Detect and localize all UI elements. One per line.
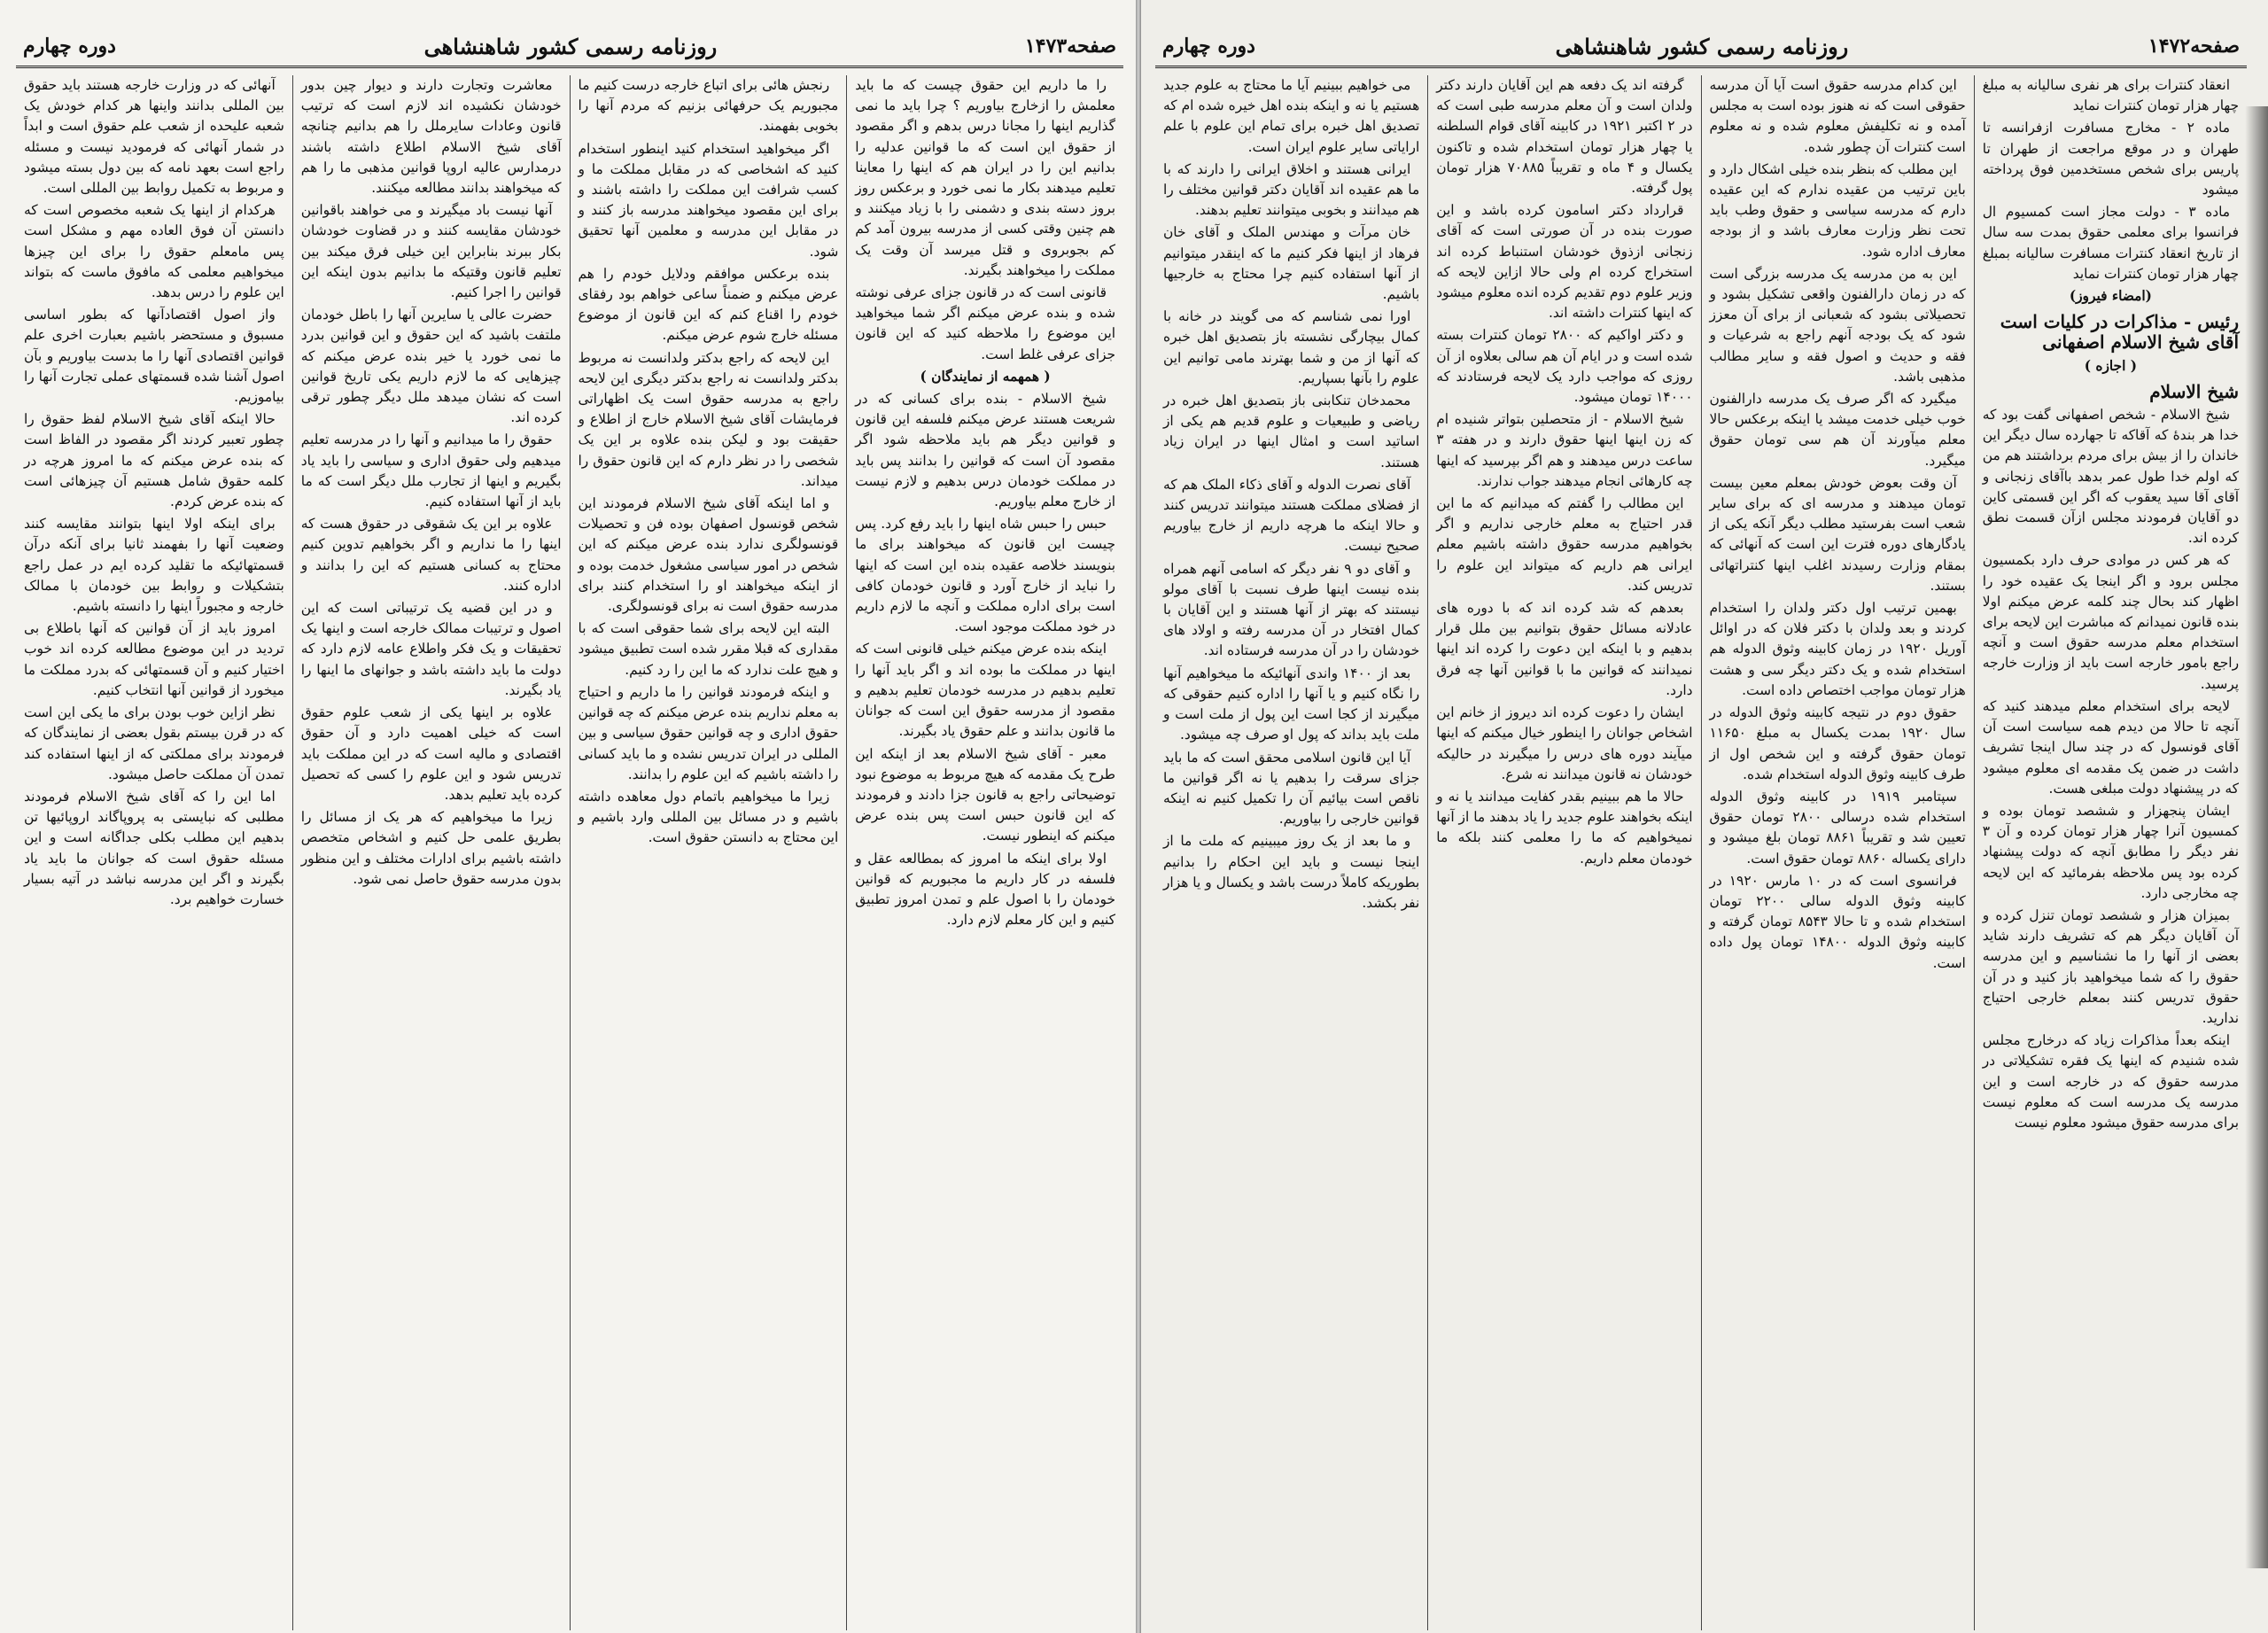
page-gutter <box>1136 0 1141 1633</box>
paragraph: آنها نیست باد میگیرند و می خواهند باقوانین خودشان مقایسه کنند و در قضاوت خودشان بکار ببرند بنابراین این خیلی فرق میکند بین تعلیم قانون وقتیکه ما بدانیم بدون اینکه این قوانین را اجرا کنیم. <box>300 202 562 301</box>
paragraph: (امضاء فیروز) <box>2069 288 2152 305</box>
paragraph: علاوه بر این یک شقوقی در حقوق هست که اینها را ما نداریم و اگر بخواهیم تدوین کنیم محتاج به کسانی هستیم که این را بدانند و اداره کنند. <box>300 516 562 594</box>
paragraph: بمیزان هزار و ششصد تومان تنزل کرده و آن آقایان دیگر هم که تشریف دارند شاید بعضی از آنها را ما نشناسیم و این مدرسه حقوق را که شما میخواهید باز کنید و در آن حقوق تدریس کنند بمعلم خارجی احتیاج ندارید. <box>1982 906 2239 1026</box>
paragraph: آنهائی که در وزارت خارجه هستند باید حقوق بین المللی بدانند واینها هر کدام خودش یک شعبه علیحده از شعب علم حقوق است و ابداً در شمار آنهائی که فرمودید نیست و مسئله راجع است بعهد نامه که بین دول بسته میشود و مربوط به تکمیل روابط بین المللی است. <box>24 77 284 197</box>
paragraph: معبر - آقای شیخ الاسلام بعد از اینکه این طرح یک مقدمه که هیچ مربوط به موضوع نبود توضیحاتی راجع به قانون جزا دادند و فرمودند که این قانون حبس است پس بنده عرض میکنم که اینطور نیست. <box>855 745 1115 844</box>
paragraph: حقوق را ما میدانیم و آنها را در مدرسه تعلیم میدهیم ولی حقوق اداری و سیاسی را باید یاد بگیریم و اینها از تجارب ملل دیگر است که ما باید از آنها استفاده کنیم. <box>300 432 562 510</box>
paragraph: میگیرد که اگر صرف یک مدرسه دارالفنون خوب خیلی خدمت میشد یا اینکه برعکس حالا معلم میآورند آن هم سی تومان حقوق میگیرد. <box>1709 391 1966 469</box>
paragraph: آن وقت بعوض خودش بمعلم معین بیست تومان میدهند و مدرسه ای که برای سایر شعب است بفرستید مطلب دیگر آنکه یکی از یادگارهای دوره فترت این است که آنهائی که بمقام وزارت رسیدند اغلب اینها کنتراتهائی بستند. <box>1709 474 1966 594</box>
page-edge-shadow <box>2245 106 2268 1568</box>
right-page-header <box>1155 27 2247 68</box>
paragraph: نظر ازاین خوب بودن برای ما یکی این است که در قرن بیستم بقول بعضی از نمایندگان که فرمودند برای مملکتی که از اینها استفاده کند تمدن آن مملکت حاصل میشود. <box>24 704 284 782</box>
paragraph: و ما بعد از یک روز میبینیم که ملت ما از اینجا نیست و باید این احکام را بدانیم بطوریکه کاملاً درست باشد و یکسال و یا هزار نفر بکشد. <box>1163 833 1420 911</box>
paragraph: حضرت عالی یا سایرین آنها را باطل خودمان ملتفت باشید که این حقوق و این قوانین بدرد ما نمی خورد یا خیر بنده عرض میکنم که چیزهایی که ما لازم داریم یکی تاریخ قوانین است که نشان میدهد ملل دیگر چطور ترقی کرده اند. <box>300 307 562 426</box>
paragraph: این به من مدرسه یک مدرسه بزرگی است که در زمان دارالفنون واقعی تشکیل بشود و تحصیلاتی بشود که شعبانی از برای آن معزز شود که یک بودجه آنهم راجع به شرعیات و فقه و حدیث و اصول فقه و سایر مطالب مذهبی باشد. <box>1709 265 1966 385</box>
paragraph: حالا اینکه آقای شیخ الاسلام لفظ حقوق را چطور تعبیر کردند اگر مقصود در الفاظ است که بنده عرض میکنم که ما امروز هرچه در کلمه حقوق شامل هستیم آن چیزهائی است که بنده عرض کردم. <box>24 411 284 510</box>
paragraph: خان مرآت و مهندس الملک و آقای خان فرهاد از اینها فکر کنیم ما که اینقدر میتوانیم از آنها استفاده کنیم چرا محتاج به خارجیها باشیم. <box>1163 224 1420 303</box>
paragraph: ایشان پنجهزار و ششصد تومان بوده و کمسیون آنرا چهار هزار تومان کرده و آن ۳ نفر دیگر را مطابق آنچه که دولت پیشنهاد کرده بود پس ملاحظه بفرمائید که این لایحه چه مخارجی دارد. <box>1982 802 2239 901</box>
right-page-number: صفحه۱۴۷۲ <box>2148 35 2240 58</box>
paragraph: و آقای دو ۹ نفر دیگر که اسامی آنهم همراه بنده نیست اینها طرف نسبت با آقای مولو نیستند که بهتر از آنها هستند و این آقایان با کمال افتخار در آن مدرسه رفته و اولاد های خودشان را در آن مدرسه فرستاده اند. <box>1163 560 1420 659</box>
paragraph: سپتامبر ۱۹۱۹ در کابینه وثوق الدوله استخدام شده درسالی ۲۸۰۰ تومان حقوق تعیین شد و تقریباً ۸۸۶۱ تومان بلغ میشود و دارای یکساله ۸۸۶۰ تومان حقوق است. <box>1709 788 1966 867</box>
paragraph: بعدهم که شد کرده اند که با دوره های عادلانه مسائل حقوق بتوانیم بین ملل قرار بدهیم و با اینکه این دعوت را کرده اند اینها نمیدانند که قوانین ما با قوانین آنها چه فرق دارد. <box>1436 600 1693 698</box>
paragraph: شیخ الاسلام - شخص اصفهانی گفت بود که خدا هر بندهٔ که آقاکه تا جهارده سال دیگر این خاندان را از بیش برای مردم برداشتند هم من که اولم خدا طول عمر بدهد باآقای زنجانی و آقای آقا سید یعقوب که اگر این قسمتی کاین دو آقایان فرمودند مجلس ازآن قسمت نطق کرده اند. <box>1982 407 2239 547</box>
right-page-columns <box>1155 75 2247 1630</box>
paragraph: ایشان را دعوت کرده اند دیروز از خانم این اشخاص جوانان را اینطور خیال میکنم که اینها میآیند دوره های درس را میگیرند در حالیکه خودشان نه قانون میدانند نه شرع. <box>1436 704 1693 782</box>
paragraph: انعقاد کنترات برای هر نفری سالیانه به مبلغ چهار هزار تومان کنترات نماید <box>1982 77 2239 114</box>
paragraph: البته این لایحه برای شما حقوقی است که با مقداری که قبلا مقرر شده است تطبیق میشود و هیچ علت ندارد که ما این را رد کنیم. <box>578 620 839 678</box>
right-page-column-1 <box>1974 75 2247 1630</box>
paragraph: محمدخان تنکابنی باز بتصدیق اهل خبره در ریاضی و طبیعیات و علوم قدیم هم یکی از اساتید است و امثال اینها در ایران زیاد هستند. <box>1163 393 1420 470</box>
paragraph: ماده ۳ - دولت مجاز است کمسیوم ال فرانسوا برای معلمی حقوق بمدت سه سال از تاریخ انعقاد کنترات مسافرت سالیانه بمبلغ چهار هزار تومان کنترات نماید <box>1982 204 2239 282</box>
paragraph: زیرا ما میخواهیم که هر یک از مسائل را بطریق علمی حل کنیم و اشخاص متخصص داشته باشیم برای ادارات مختلف و این منظور بدون مدرسه حقوق حاصل نمی شود. <box>300 809 562 887</box>
right-page-column-4 <box>1155 75 1427 1630</box>
paragraph: اینکه بنده عرض میکنم خیلی قانونی است که اینها در مملکت ما بوده اند و اگر باید آنها را تعلیم بدهیم در مدرسه خودمان تعلیم بدهیم و مقصود از مدرسه حقوق این است که جوانان ما قانون بدانند و علم حقوق یاد بگیرند. <box>855 641 1115 740</box>
right-page-column-2 <box>1701 75 1974 1630</box>
left-page-number: صفحه۱۴۷۳ <box>1024 35 1116 58</box>
left-page-column-1 <box>846 75 1123 1630</box>
right-page <box>1136 0 2268 1633</box>
left-page-header <box>16 27 1123 68</box>
paragraph: اما این را که آقای شیخ الاسلام فرمودند مطلبی که نبایستی به پروپاگاند اروپائیها تن بدهیم این مطلب بکلی جداگانه است و این مسئله حقوق است که جوانان ما باید یاد بگیرند و اگر این مدرسه نباشد در آتیه بسیار خسارت خواهیم برد. <box>24 788 284 907</box>
paragraph: بنده برعکس موافقم ودلایل خودم را هم عرض میکنم و ضمناً ساعی خواهم بود رفقای خودم را اقناع کنم که این قانون از موضوع مسئله خارج شوم عرض میکنم. <box>578 265 839 344</box>
paragraph: واز اصول اقتصادآنها که بطور اساسی مسبوق و مستحضر باشیم بعبارت اخری علم قوانین اقتصادی آنها را ما بدست بیاوریم و بآن اصول آشنا شده قسمتهای عملی تجارت آنها را بیاموزیم. <box>24 307 284 406</box>
paragraph: و دکتر اواکیم که ۲۸۰۰ تومان کنترات بسته شده است و در ایام آن هم سالی بعلاوه از آن روزی که مواجب دارد یک لایحه فرستادند که ۱۴۰۰۰ تومان میشود. <box>1436 327 1693 406</box>
paragraph: آیا این قانون اسلامی محقق است که ما باید جزای سرقت را بدهیم یا نه اگر قوانین ما ناقص است بیائیم آن را تکمیل کنیم نه اینکه قوانین خارجی را بیاوریم. <box>1163 749 1420 828</box>
paragraph: آقای نصرت الدوله و آقای ذکاء الملک هم که از فضلای مملکت هستند میتوانند تدریس کنند و حالا اینکه ما هرچه داریم از خارج بیاوریم صحیح نیست. <box>1163 476 1420 555</box>
paragraph: امروز باید از آن قوانین که آنها باطلاع بی تردید در این موضوع مطالعه کرده اند خوب اختیار کنیم و آن قسمتهائی که بدرد مملکت ما میخورد از قوانین آنها انتخاب کنیم. <box>24 620 284 698</box>
paragraph: فرانسوی است که در ۱۰ مارس ۱۹۲۰ در کابینه وثوق الدوله سالی ۲۲۰۰ تومان استخدام شده و تا حالا ۸۵۴۳ تومان گرفته و کابینه وثوق الدوله ۱۴۸۰۰ تومان پول داده است. <box>1709 872 1966 971</box>
paragraph: حبس را حبس شاه اینها را باید رفع کرد. پس چیست این قانون که میخواهند برای ما بنویسند خلاصه عقیده بنده این است که اینها را نباید از خارج آورد و قانون خودمان کافی است برای اداره مملکت و آنچه ما لازم داریم در خود مملکت موجود است. <box>855 516 1115 635</box>
paragraph: ماده ۲ - مخارج مسافرت ازفرانسه تا طهران و در موقع مراجعت از طهران تا پاریس برای شخص مستخدمین فوق پرداخته میشود <box>1982 120 2239 198</box>
paragraph: شیخ الاسلام - بنده برای کسانی که در شریعت هستند عرض میکنم فلسفه این قانون و قوانین دیگر هم باید ملاحظه شود اگر مقصود آن است که قوانین را بدانند پس باید در مملکت خودمان درس بدهیم و لازم نیست از خارج معلم بیاوریم. <box>855 391 1115 510</box>
paragraph: می خواهیم ببینیم آیا ما محتاج به علوم جدید هستیم یا نه و اینکه بنده اهل خیره شده ام که تصدیق اهل خبره برای تمام این علوم با علم ارایاتی سایر علوم ایران است. <box>1163 77 1420 155</box>
right-page-period: دوره چهارم <box>1162 35 1255 58</box>
right-page-column-3 <box>1427 75 1700 1630</box>
paragraph: بهمین ترتیب اول دکتر ولدان را استخدام کردند و بعد ولدان با دکتر فلان که در اوائل آوریل ۱۹۲۰ در زمان کابینه وثوق الدوله هم استخدام شده و یک دکتر دیگر سی و هشت هزار تومان مواجب اختصاص داده است. <box>1709 600 1966 698</box>
paragraph: بعد از ۱۴۰۰ واندی آنهائیکه ما میخواهیم آنها را نگاه کنیم و یا آنها را اداره کنیم حقوقی که میگیرند از کجا است این پول از ملت است و ملت باید بداند که پول او صرف چه میشود. <box>1163 665 1420 743</box>
paragraph: رنجش هائی برای اتباع خارجه درست کنیم ما مجبوریم یک حرفهائی بزنیم که مردم آنها را بخوبی بفهمند. <box>578 77 839 135</box>
section-heading: شیخ الاسلام <box>2149 380 2239 402</box>
paragraph: ایرانی هستند و اخلاق ایرانی را دارند که با ما هم عقیده اند آقایان دکتر قوانین مختلف را هم میدانند و بخوبی میتوانند تعلیم بدهند. <box>1163 160 1420 219</box>
left-page-title: روزنامه رسمی کشور شاهنشاهی <box>423 33 718 59</box>
paragraph: شیخ الاسلام - از متحصلین بتواتر شنیده ام که زن اینها اینها حقوق دارند و در هفته ۳ ساعت درس میدهند و هم اگر بپرسید که اینها چه کارهائی انجام میدهند جواب ندارند. <box>1436 411 1693 489</box>
paragraph: اورا نمی شناسم که می گویند در خانه با کمال بیچارگی نشسته باز بتصدیق اهل خبره که آنها از من و شما بهترند مامی توانیم این علوم را بآنها بسپاریم. <box>1163 308 1420 386</box>
paragraph: برای اینکه اولا اینها بتوانند مقایسه کنند وضعیت آنها را بفهمند ثانیا برای آنکه درآن قسمتهائیکه ما تقلید کرده ایم در عمل راجع بتشکیلات و روابط بین خودمان با ممالک خارجه و مجبوراً اینها را دانسته باشیم. <box>24 516 284 615</box>
paragraph: قرارداد دکتر اسامون کرده باشد و این صورت بنده در آن صورتی است که آقای زنجانی ازذوق خودشان استنباط کرده اند استخراج کرده ام ولی حالا ازاین لایحه که وزیر علوم دوم تقدیم کرده انده معلوم میشود که اینها کنترات داشته اند. <box>1436 202 1693 322</box>
paragraph: و در این قضیه یک ترتیباتی است که این اصول و ترتیبات ممالک خارجه است و اینها یک تحقیقات و یک فکر واطلاع عامه لازم دارد که دولت ما باید داشته باشد و جوانهای ما اینها را یاد بگیرند. <box>300 600 562 698</box>
left-page-column-4 <box>16 75 292 1630</box>
left-page-column-3 <box>292 75 570 1630</box>
paragraph: این کدام مدرسه حقوق است آیا آن مدرسه حقوقی است که نه هنوز بوده است به مجلس آمده و نه تکلیفش معلوم شده و نه معلوم است کنترات آن چطور شده. <box>1709 77 1966 155</box>
paragraph: که هر کس در موادی حرف دارد بکمسیون مجلس برود و اگر اینجا یک عقیده خود را اظهار کند بحال چند کلمه عرض میکنم اولا بنده قانون نمیدانم که مباشرت این لایحه برای استخدام معلم مدرسه حقوق است و آنچه راجع بامور خارجه است باید از وزارت خارجه پرسید. <box>1982 552 2239 692</box>
left-page-period: دوره چهارم <box>23 35 116 58</box>
paragraph: هرکدام از اینها یک شعبه مخصوص است که دانستن آن فوق العاده مهم و مشکل است پس مامعلم حقوق را برای این چیزها میخواهیم معلمی که مافوق ماست که بتواند این علوم را درس بدهد. <box>24 202 284 301</box>
paragraph: اینکه بعداً مذاکرات زیاد که درخارج مجلس شده شنیدم که اینها یک فقره تشکیلاتی در مدرسه حقوق که در خارجه است و این مدرسه یک مدرسه است که معلوم نیست برای مدرسه حقوق میشود معلوم نیست <box>1982 1032 2239 1131</box>
paragraph: و اما اینکه آقای شیخ الاسلام فرمودند این شخص قونسول اصفهان بوده فن و تحصیلات قونسولگری ندارد بنده عرض میکنم که این شخص در امور سیاسی مشغول خدمت بوده و از اینکه میخواهند او را استخدام کنند برای مدرسه حقوق است نه برای قونسولگری. <box>578 495 839 615</box>
paragraph: و اینکه فرمودند قوانین را ما داریم و احتیاج به معلم نداریم بنده عرض میکنم که چه قوانین حقوق اداری و چه قوانین حقوق سیاسی و بین المللی در ایران تدریس نشده و ما باید کسانی را داشته باشیم که این علوم را بدانند. <box>578 683 839 782</box>
right-page-title: روزنامه رسمی کشور شاهنشاهی <box>1555 33 1849 59</box>
paragraph: زیرا ما میخواهیم باتمام دول معاهده داشته باشیم و در مسائل بین المللی وارد باشیم و این محتاج به دانستن حقوق است. <box>578 788 839 846</box>
paragraph: را ما داریم این حقوق چیست که ما باید معلمش را ازخارج بیاوریم ؟ چرا باید ما نمی گذاریم اینها را مجانا درس بدهم و اگر مقصود از حقوق این است که ما قوانین عدلیه را بدانیم این را در ایران هم که اینها را معاینا تعلیم میدهند بکار ما نمی خورد و برعکس روز بروز دسته بندی و دشمنی را با زیاد میکنند و هم چنین وقتی کسی از مدرسه بیرون آمد کم کم بجوبروی و قتل میرسد آن وقت یک مملکت را میخواهند بگیرند. <box>855 77 1115 278</box>
left-page-column-2 <box>570 75 847 1630</box>
paragraph: حقوق دوم در نتیجه کابینه وثوق الدوله در سال ۱۹۲۰ بمدت یکسال به مبلغ ۱۱۶۵۰ تومان حقوق گرفته و این شخص اول از طرف کابینه وثوق الدوله استخدام شده. <box>1709 704 1966 782</box>
paragraph: لایحه برای استخدام معلم میدهند کنید که آنچه تا حالا من دیدم همه سیاست است آن آقای قونسول که در چند سال اینجا تشریف داشت در ضمن یک مقدمه ای معلوم میشود که در پیشنهاد دولت مبلغی هست. <box>1982 697 2239 797</box>
paragraph: این مطلب که بنظر بنده خیلی اشکال دارد و باین ترتیب من عقیده ندارم که این عقیده دارم که مدرسه سیاسی و حقوق وطب باید تحت نظر وزارت معارف باشد و از بودجه معارف اداره شود. <box>1709 160 1966 260</box>
paragraph: گرفته اند یک دفعه هم این آقایان دارند دکتر ولدان است و آن معلم مدرسه طبی است که در ۲ اکتبر ۱۹۲۱ در کابینه آقای قوام السلطنه یا چهار هزار تومان استخدام شده و تاکنون یکسال و ۴ ماه و تقریباً ۷۰۸۸۵ هزار تومان پول گرفته. <box>1436 77 1693 197</box>
paragraph: ( همهمه از نمایندگان ) <box>920 368 1051 385</box>
paragraph: اگر میخواهید استخدام کنید اینطور استخدام کنید که اشخاصی که در مقابل مملکت ما و کسب شرافت این مملکت را داشته باشند و برای این مقصود میخواهند مدرسه باز کنند و در مقابل این مدرسه و معلمین آنها تحقیق شود. <box>578 140 839 260</box>
paragraph: معاشرت وتجارت دارند و دیوار چین بدور خودشان نکشیده اند لازم است که ترتیب قانون وعادات سایرملل را هم بدانیم چنانچه آقای شیخ الاسلام اطلاع داشته باشند درمدارس عالیه اروپا قوانین مذهبی ما را هم که میخواهند بدانند مطالعه میکنند. <box>300 77 562 197</box>
paragraph: این لایحه که راجع بدکتر ولدانست نه مربوط بدکتر ولدانست نه راجع بدکتر دیگری این لایحه راجع به مدرسه حقوق است یک اظهاراتی فرمایشات آقای شیخ الاسلام خارج از اطلاع و حقیقت بود و لیکن بنده علاوه بر این یک شخصی را در نظر دارم که این قانون حقوق را میداند. <box>578 349 839 489</box>
paragraph: علاوه بر اینها یکی از شعب علوم حقوق است که خیلی اهمیت دارد و آن حقوق اقتصادی و مالیه است که در این مملکت باید تدریس شود و این علوم را کسی که تحصیل کرده باید تعلیم بدهد. <box>300 704 562 803</box>
paragraph: قانونی است که در قانون جزای عرفی نوشته شده و بنده عرض میکنم اگر شما میخواهید این موضوع را ملاحظه کنید که این قانون جزای عرفی غلط است. <box>855 284 1115 362</box>
left-page-columns <box>16 75 1123 1630</box>
paragraph: این مطالب را گفتم که میدانیم که ما این قدر احتیاج به معلم خارجی نداریم و اگر بخواهیم مدرسه حقوق داشته باشیم معلم ایرانی هم داریم که میتواند این علوم را تدریس کند. <box>1436 495 1693 594</box>
paragraph: اولا برای اینکه ما امروز که بمطالعه عقل و فلسفه در کار داریم ما مجبوریم که قوانین خودمان را با اصول علم و تمدن امروز تطبیق کنیم و این کار معلم لازم دارد. <box>855 850 1115 929</box>
paragraph: حالا ما هم ببینیم بقدر کفایت میدانند یا نه و اینکه بخواهند علوم جدید را یاد بدهند ما از آنها نمیخواهیم که ما را معلمی کنند بلکه ما خودمان معلم داریم. <box>1436 788 1693 867</box>
paragraph: ( اجازه ) <box>2084 357 2137 374</box>
section-heading: رئیس - مذاکرات در کلیات است آقای شیخ الاسلام اصفهانی <box>2000 311 2239 354</box>
